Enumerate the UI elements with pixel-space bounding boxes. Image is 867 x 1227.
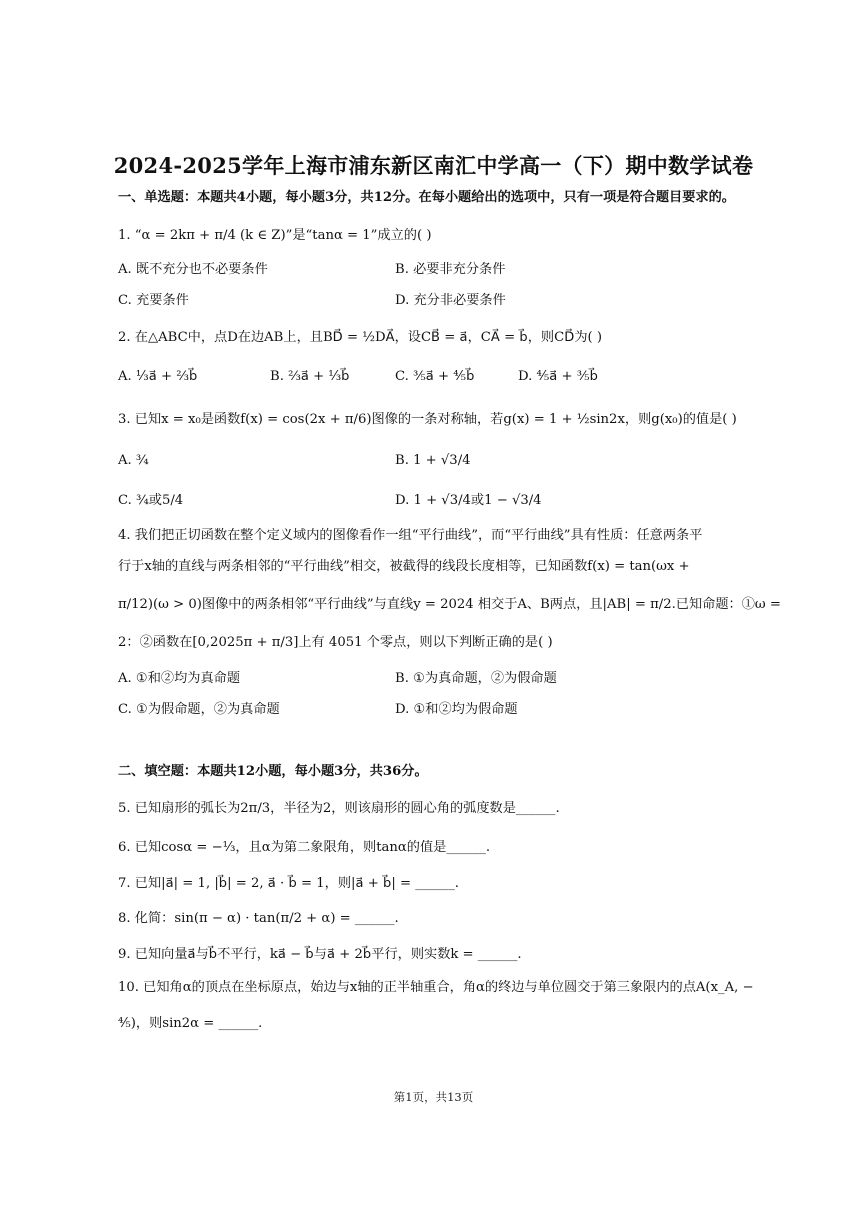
question-2-stem: 2. 在△ABC中，点D在边AB上，且BD⃗ = ½DA⃗，设CB⃗ = a⃗，CA⃗ = b⃗，则CD⃗为( ) [118,330,603,345]
question-1-stem: 1. “α = 2kπ + π/4 (k ∈ Z)”是“tanα = 1”成立的( ) [118,228,432,243]
question-4-option-d: D. ①和②均为假命题 [395,702,518,717]
question-3-option-c: C. ¾或5/4 [118,493,184,508]
question-3-option-b: B. 1 + √3/4 [395,453,471,468]
section-heading-fill-in: 二、填空题：本题共12小题，每小题3分，共36分。 [118,764,428,779]
question-4-option-a: A. ①和②均为真命题 [118,671,241,686]
page-title: 2024-2025学年上海市浦东新区南汇中学高一（下）期中数学试卷 [113,153,754,178]
question-4-stem-line-2: 行于x轴的直线与两条相邻的“平行曲线”相交，被截得的线段长度相等，已知函数f(x) = tan(ωx + [118,559,690,574]
question-2-option-d: D. ⅘a⃗ + ⅗b⃗ [518,369,598,384]
question-2-option-a: A. ⅓a⃗ + ⅔b⃗ [118,369,198,384]
question-1-option-d: D. 充分非必要条件 [395,293,506,308]
question-1-option-b: B. 必要非充分条件 [395,262,506,277]
question-3-option-a: A. ¾ [118,453,149,468]
question-7: 7. 已知|a⃗| = 1, |b⃗| = 2, a⃗ · b⃗ = 1，则|a⃗ + b⃗| = ______. [118,876,459,891]
question-1-option-c: C. 充要条件 [118,293,189,308]
section-heading-single-choice: 一、单选题：本题共4小题，每小题3分，共12分。在每小题给出的选项中，只有一项是符合题目要求的。 [118,190,735,205]
question-3-stem: 3. 已知x = x₀是函数f(x) = cos(2x + π/6)图像的一条对称轴，若g(x) = 1 + ½sin2x，则g(x₀)的值是( ) [118,412,737,427]
question-1-option-a: A. 既不充分也不必要条件 [118,262,268,277]
question-2-option-b: B. ⅔a⃗ + ⅓b⃗ [270,369,350,384]
question-4-stem-line-3: π/12)(ω > 0)图像中的两条相邻“平行曲线”与直线y = 2024 相交于A、B两点，且|AB| = π/2.已知命题：①ω = [118,597,781,612]
question-3-option-d: D. 1 + √3/4或1 − √3/4 [395,493,542,508]
question-10-line-1: 10. 已知角α的顶点在坐标原点，始边与x轴的正半轴重合，角α的终边与单位圆交于第三象限内的点A(x_A, − [118,980,754,995]
question-4-stem-line-1: 4. 我们把正切函数在整个定义域内的图像看作一组“平行曲线”，而“平行曲线”具有性质：任意两条平 [118,528,703,543]
question-4-stem-line-4: 2：②函数在[0,2025π + π/3]上有 4051 个零点，则以下判断正确的是( ) [118,635,553,650]
question-8: 8. 化简：sin(π − α) · tan(π/2 + α) = ______. [118,911,399,926]
question-5: 5. 已知扇形的弧长为2π/3，半径为2，则该扇形的圆心角的弧度数是______. [118,801,560,816]
question-2-option-c: C. ⅗a⃗ + ⅘b⃗ [395,369,475,384]
page-footer: 第1页，共13页 [393,1090,474,1104]
question-4-option-c: C. ①为假命题，②为真命题 [118,702,280,717]
question-10-line-2: ⅘)，则sin2α = ______. [118,1016,263,1031]
question-4-option-b: B. ①为真命题，②为假命题 [395,671,557,686]
question-6: 6. 已知cosα = −⅓，且α为第二象限角，则tanα的值是______. [118,840,491,855]
question-9: 9. 已知向量a⃗与b⃗不平行，ka⃗ − b⃗与a⃗ + 2b⃗平行，则实数k = ______. [118,947,522,962]
